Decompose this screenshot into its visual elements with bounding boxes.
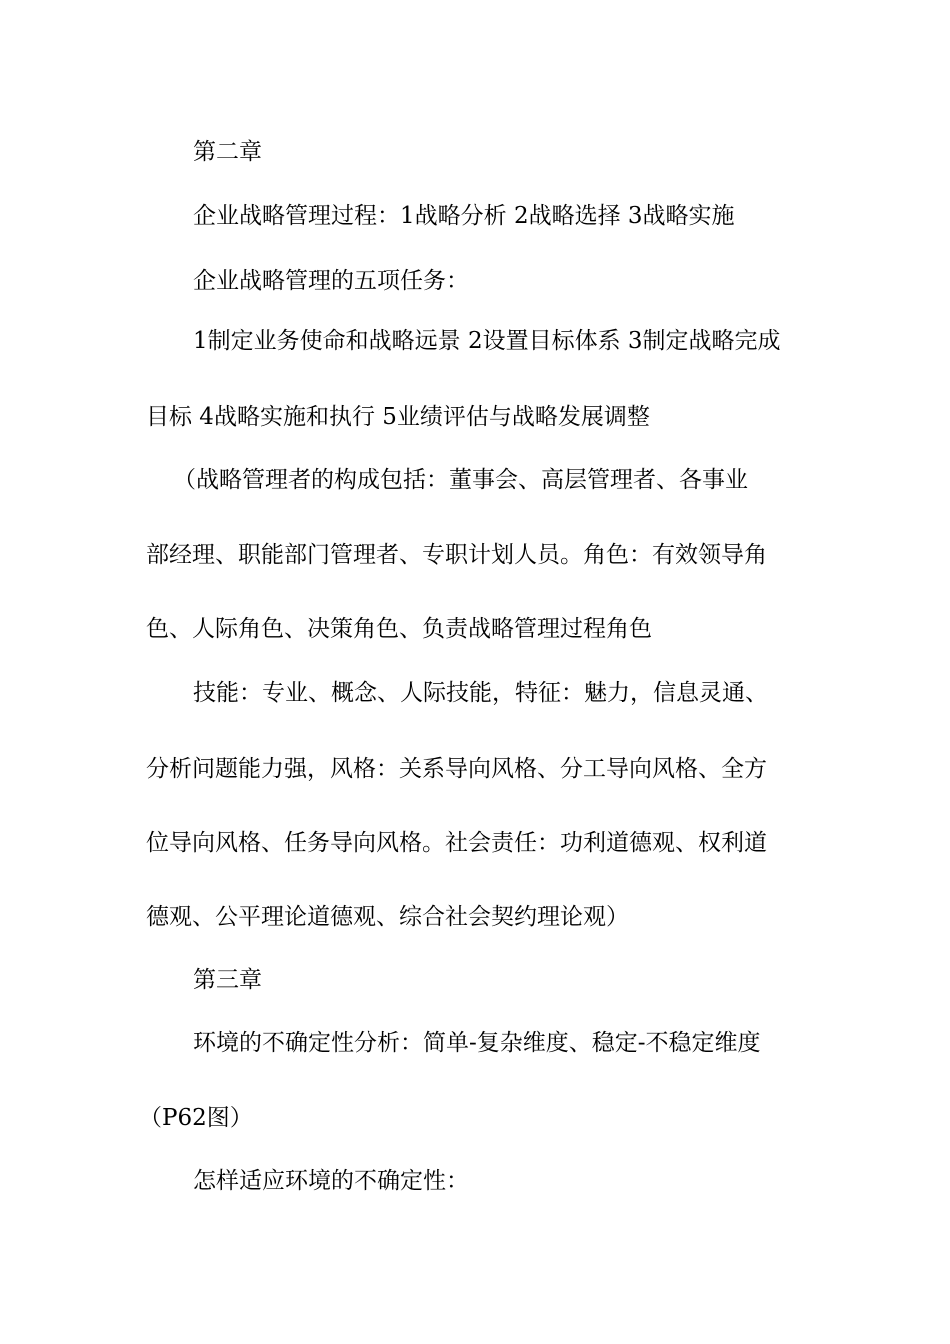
paragraph-line: 企业战略管理的五项任务： [193,268,469,294]
paragraph-line: 分析问题能力强，风格：关系导向风格、分工导向风格、全方 [146,756,767,782]
paragraph-line: 德观、公平理论道德观、综合社会契约理论观） [146,904,629,930]
chapter-two-heading: 第二章 [193,139,262,165]
paragraph-line: 1制定业务使命和战略远景 2设置目标体系 3制定战略完成 [193,328,781,354]
paragraph-line: （战略管理者的构成包括：董事会、高层管理者、各事业 [173,467,748,493]
chapter-three-heading: 第三章 [193,967,262,993]
paragraph-line: （P62图） [139,1105,253,1131]
paragraph-line: 怎样适应环境的不确定性： [193,1168,469,1194]
paragraph-line: 位导向风格、任务导向风格。社会责任：功利道德观、权利道 [146,830,767,856]
paragraph-line: 目标 4战略实施和执行 5业绩评估与战略发展调整 [146,404,650,430]
paragraph-line: 色、人际角色、决策角色、负责战略管理过程角色 [146,616,652,642]
paragraph-line: 技能：专业、概念、人际技能，特征：魅力，信息灵通、 [193,680,768,706]
paragraph-line: 环境的不确定性分析：简单-复杂维度、稳定-不稳定维度 [193,1030,761,1056]
paragraph-line: 企业战略管理过程：1战略分析 2战略选择 3战略实施 [193,203,735,229]
paragraph-line: 部经理、职能部门管理者、专职计划人员。角色：有效领导角 [146,542,767,568]
